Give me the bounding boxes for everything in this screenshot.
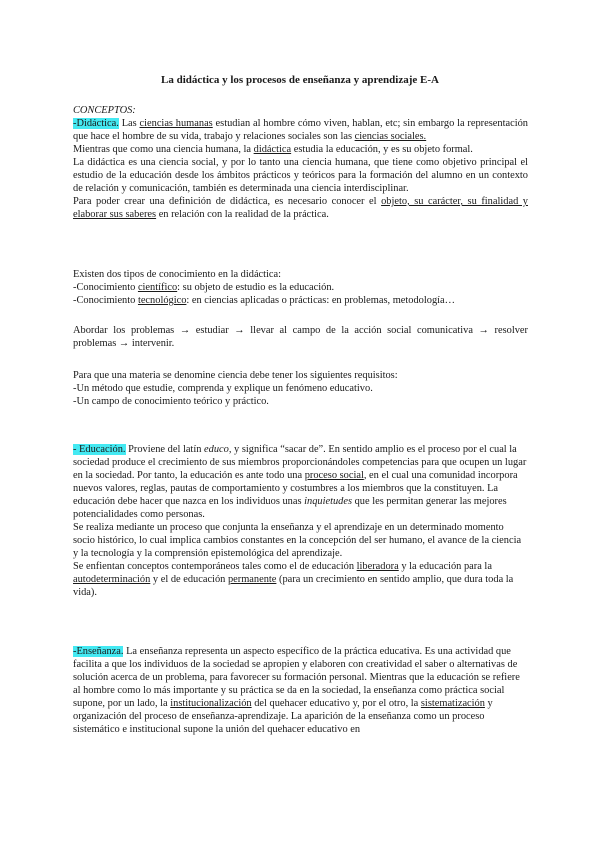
abordar-paragraph: Abordar los problemas → estudiar → llevar al campo de la acción social comunicativa → resolver problemas → intervenir. — [73, 325, 528, 349]
requisitos-section — [73, 369, 528, 408]
conceptos-heading: CONCEPTOS: — [73, 105, 136, 116]
educacion-paragraph-3: Se enfientan conceptos contemporáneos tales como el de educación liberadora y la educación para la autodeterminación y el de educación permanente (para un crecimiento en sentido amplio, que dura toda la vida). — [73, 561, 514, 598]
ensenanza-label: -Enseñanza. — [73, 646, 124, 657]
didactica-paragraph-4: Para poder crear una definición de didáctica, es necesario conocer el objeto, su carácter, su finalidad y elaborar sus saberes en relación con la realidad de la práctica. — [73, 196, 528, 220]
didactica-paragraph-1: -Didáctica. Las ciencias humanas estudian al hombre cómo viven, hablan, etc; sin embargo la representación que hace el hombre de su vida, trabajo y relaciones sociales son las ciencias sociales. — [73, 118, 528, 142]
tipos-intro: Existen dos tipos de conocimiento en la didáctica: — [73, 269, 282, 280]
didactica-section — [73, 104, 528, 221]
tipos-item-cientifico: -Conocimiento científico: su objeto de estudio es la educación. — [73, 282, 335, 293]
didactica-label: -Didáctica. — [73, 118, 119, 129]
document-title: La didáctica y los procesos de enseñanza y aprendizaje E-A — [161, 74, 439, 86]
ensenanza-paragraph-1: -Enseñanza. La enseñanza representa un aspecto específico de la práctica educativa. Es una actividad que facilita a que los individuos de la sociedad se apropien y elaboren con creatividad el saber o alternativas de solución acerca de un problema, para favorecer su formación personal. Mientras que la educación se refiere al hombre como lo más importante y su práctica se da en la sociedad, la enseñanza como práctica social supone, por un lado, la institucionalización del quehacer educativo y, por el otro, la sistematización y organización del proceso de enseñanza-aprendizaje. La aparición de la enseñanza como un proceso sistemático e institucional supone la unión del quehacer educativo en — [73, 646, 520, 735]
educacion-paragraph-2: Se realiza mediante un proceso que conjunta la enseñanza y el aprendizaje en un determinado momento socio histórico, lo cual implica cambios constantes en la concepción del ser humano, el avance de la ciencia y la tecnología y la comprensión epistemológica del aprendizaje. — [73, 522, 522, 559]
ensenanza-section — [73, 645, 528, 736]
educacion-section — [73, 443, 528, 599]
abordar-section — [73, 324, 528, 350]
educacion-paragraph-1: - Educación. Proviene del latín educo, y significa “sacar de”. En sentido amplio es el proceso por el cual la sociedad produce el crecimiento de sus miembros proporcionándoles competencias para que ocupen un lugar en la sociedad. Por tanto, la educación es ante todo una proceso social, en el cual una comunidad incorpora nuevos valores, reglas, pautas de comportamiento y costumbres a los miembros que la constituyen. La educación debe hacer que nazca en los individuos unas inquietudes que les permitan generar las mejores potencialidades como personas. — [73, 444, 527, 520]
tipos-item-tecnologico: -Conocimiento tecnológico: en ciencias aplicadas o prácticas: en problemas, metodología… — [73, 295, 456, 306]
requisitos-intro: Para que una materia se denomine ciencia debe tener los siguientes requisitos: — [73, 370, 398, 381]
requisitos-item-2: -Un campo de conocimiento teórico y práctico. — [73, 396, 269, 407]
didactica-paragraph-3: La didáctica es una ciencia social, y por lo tanto una ciencia humana, que tiene como objetivo principal el estudio de la educación desde los ámbitos prácticos y teóricos para la formación del alumno en un contexto de relación y comunicación, también es determinada una ciencia interdisciplinar. — [73, 157, 528, 194]
requisitos-item-1: -Un método que estudie, comprenda y explique un fenómeno educativo. — [73, 383, 373, 394]
didactica-paragraph-2: Mientras que como una ciencia humana, la didáctica estudia la educación, y es su objeto formal. — [73, 144, 473, 155]
tipos-section — [73, 268, 528, 307]
educacion-label: - Educación. — [73, 444, 126, 455]
